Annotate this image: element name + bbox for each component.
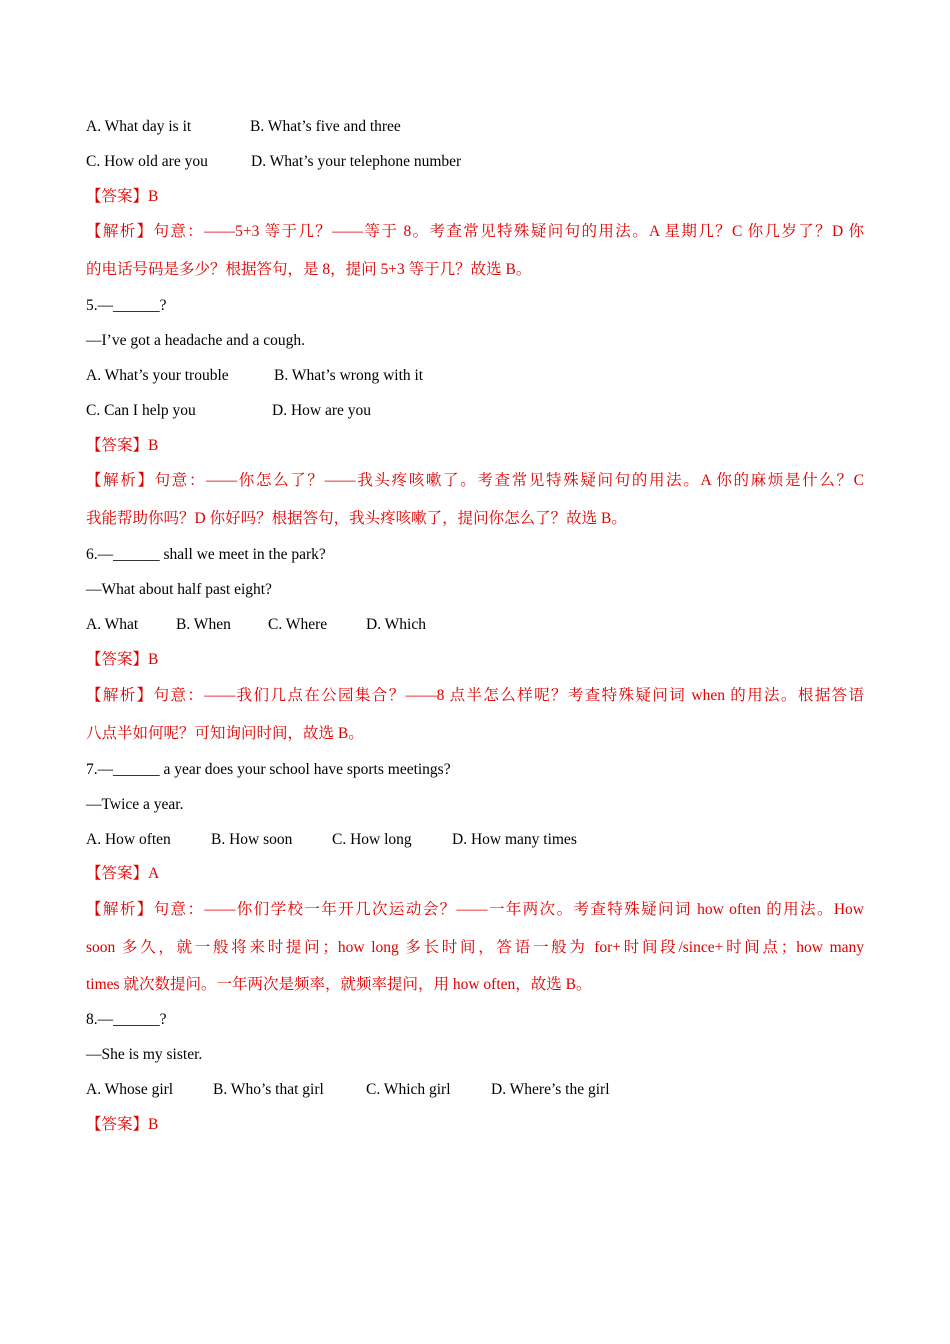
q5-analysis bbox=[86, 471, 864, 546]
q8-answer: 【答案】B bbox=[86, 1116, 159, 1133]
q4-analysis-line-2: 的电话号码是多少？根据答句，是 8，提问 5+3 等于几？故选 B。 bbox=[86, 260, 532, 278]
q6-option-c: C. Where bbox=[268, 616, 328, 633]
q6-reply: —What about half past eight? bbox=[86, 581, 272, 598]
q4-analysis-line-1: 【解析】句意：——5+3 等于几？——等于 8。考查常见特殊疑问句的用法。A 星期几？C 你几岁了？D 你 bbox=[86, 223, 864, 240]
q4-answer: 【答案】B bbox=[86, 188, 159, 205]
q6-option-b: B. When bbox=[176, 616, 231, 633]
q5-analysis-line-1: 【解析】句意：——你怎么了？——我头疼咳嗽了。考查常见特殊疑问句的用法。A 你的麻烦是什么？C bbox=[86, 472, 864, 489]
q4-option-a: A. What day is it bbox=[86, 118, 192, 135]
q8-option-a: A. Whose girl bbox=[86, 1081, 174, 1098]
q6-analysis-line-2: 八点半如何呢？可知询问时间，故选 B。 bbox=[86, 724, 364, 742]
q7-option-d: D. How many times bbox=[452, 831, 577, 848]
q7-analysis bbox=[86, 900, 864, 1013]
q6-analysis-line-1: 【解析】句意：——我们几点在公园集合？——8 点半怎么样呢？考查特殊疑问词 when 的用法。根据答语 bbox=[86, 687, 864, 704]
q5-analysis-line-2: 我能帮助你吗？D 你好吗？根据答句，我头疼咳嗽了，提问你怎么了？故选 B。 bbox=[86, 509, 627, 527]
q6-analysis bbox=[86, 686, 864, 761]
q7-option-b: B. How soon bbox=[211, 831, 293, 848]
q6-option-a: A. What bbox=[86, 616, 139, 633]
q5-reply: —I’ve got a headache and a cough. bbox=[86, 332, 306, 349]
q7-answer: 【答案】A bbox=[86, 865, 160, 882]
q6-option-d: D. Which bbox=[366, 616, 426, 633]
q5-option-a: A. What’s your trouble bbox=[86, 367, 229, 384]
q7-analysis-line-1: 【解析】句意：——你们学校一年开几次运动会？——一年两次。考查特殊疑问词 how often 的用法。How bbox=[86, 901, 864, 918]
q7-option-c: C. How long bbox=[332, 831, 412, 848]
q4-analysis bbox=[86, 222, 864, 297]
q4-option-c: C. How old are you bbox=[86, 153, 208, 170]
q5-answer: 【答案】B bbox=[86, 437, 159, 454]
q8-option-c: C. Which girl bbox=[366, 1081, 451, 1098]
q7-analysis-line-3: times 就次数提问。一年两次是频率，就频率提问，用 how often，故选 B。 bbox=[86, 976, 592, 993]
q6-question: 6.—______ shall we meet in the park? bbox=[86, 546, 326, 563]
q8-reply: —She is my sister. bbox=[86, 1046, 203, 1063]
q7-option-a: A. How often bbox=[86, 831, 171, 848]
q8-option-b: B. Who’s that girl bbox=[213, 1081, 324, 1098]
q7-reply: —Twice a year. bbox=[86, 796, 184, 813]
q7-question: 7.—______ a year does your school have sports meetings? bbox=[86, 761, 451, 778]
q5-option-d: D. How are you bbox=[272, 402, 372, 419]
q8-question: 8.—______? bbox=[86, 1011, 167, 1028]
q4-option-d: D. What’s your telephone number bbox=[251, 153, 462, 170]
q4-option-b: B. What’s five and three bbox=[250, 118, 401, 135]
q7-analysis-line-2: soon 多久，就一般将来时提问；how long 多长时间，答语一般为 for+时间段/since+时间点；how many bbox=[86, 938, 864, 956]
q5-option-c: C. Can I help you bbox=[86, 402, 196, 419]
q8-option-d: D. Where’s the girl bbox=[491, 1081, 610, 1098]
q5-option-b: B. What’s wrong with it bbox=[274, 367, 424, 384]
q5-question: 5.—______? bbox=[86, 297, 167, 314]
q6-answer: 【答案】B bbox=[86, 651, 159, 668]
